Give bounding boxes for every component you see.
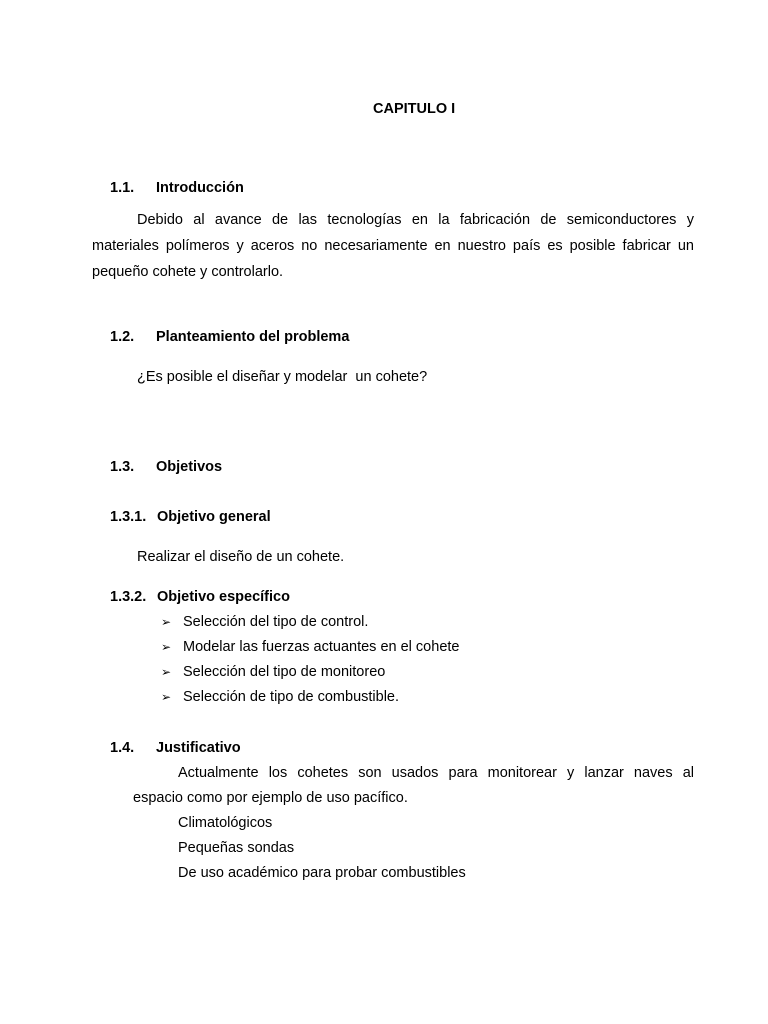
section-title-problem: Planteamiento del problema (156, 329, 350, 345)
arrow-bullet-icon: ➢ (161, 640, 172, 654)
subsection-number-specific: 1.3.2. (110, 589, 147, 605)
problem-question: ¿Es posible el diseñar y modelar un cohete? (137, 369, 428, 385)
subsection-title-specific: Objetivo específico (157, 589, 290, 605)
list-item (161, 664, 385, 680)
list-item-text: Modelar las fuerzas actuantes en el cohete (183, 639, 460, 655)
justification-use-item: Pequeñas sondas (178, 840, 295, 856)
list-item-text: Selección del tipo de control. (183, 614, 369, 630)
intro-paragraph-line-3: pequeño cohete y controlarlo. (92, 264, 284, 280)
section-title-objectives: Objetivos (156, 459, 223, 475)
section-title-justification: Justificativo (156, 740, 241, 756)
justification-paragraph-line-2: espacio como por ejemplo de uso pacífico. (133, 790, 408, 806)
intro-paragraph-line-1: Debido al avance de las tecnologías en la fabricación de semiconductores y (137, 212, 694, 228)
general-objective-text: Realizar el diseño de un cohete. (137, 549, 345, 565)
list-item-text: Selección de tipo de combustible. (183, 689, 400, 705)
list-item (161, 614, 368, 630)
justification-use-item: Climatológicos (178, 815, 273, 831)
section-number-problem: 1.2. (110, 329, 135, 345)
chapter-title: CAPITULO I (373, 101, 456, 117)
arrow-bullet-icon: ➢ (161, 665, 172, 679)
list-item (161, 689, 399, 705)
justification-paragraph-line-1: Actualmente los cohetes son usados para monitorear y lanzar naves al (178, 765, 694, 781)
arrow-bullet-icon: ➢ (161, 690, 172, 704)
subsection-title-general: Objetivo general (157, 509, 271, 525)
list-item (161, 639, 459, 655)
list-item-text: Selección del tipo de monitoreo (183, 664, 386, 680)
intro-paragraph-line-2: materiales polímeros y aceros no necesariamente en nuestro país es posible fabricar un (92, 238, 694, 254)
section-number-justification: 1.4. (110, 740, 135, 756)
subsection-number-general: 1.3.1. (110, 509, 147, 525)
justification-use-item: De uso académico para probar combustibles (178, 865, 466, 881)
section-number-objectives: 1.3. (110, 459, 135, 475)
section-number-intro: 1.1. (110, 180, 135, 196)
section-title-intro: Introducción (156, 180, 244, 196)
arrow-bullet-icon: ➢ (161, 615, 172, 629)
